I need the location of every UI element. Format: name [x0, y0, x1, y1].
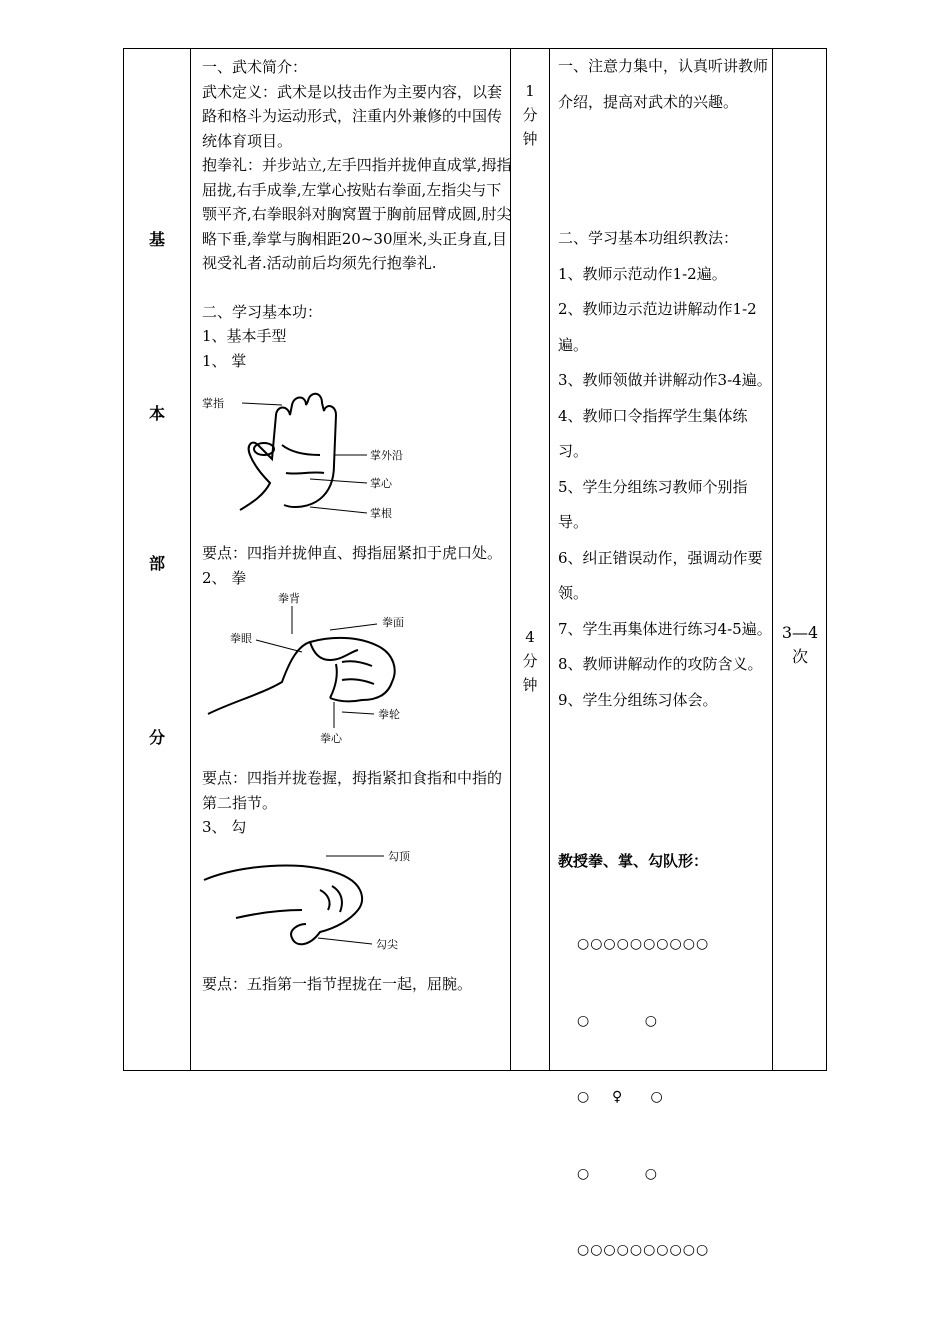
fist-title: 2、 拳 — [202, 568, 247, 587]
organization-step: 4、教师口令指挥学生集体练习。 — [558, 406, 748, 460]
palm-label: 掌指 — [202, 397, 224, 410]
time-value: 4 — [525, 628, 535, 646]
time-cell-2 — [510, 625, 550, 697]
organization-step: 3、教师领做并讲解动作3-4遍。 — [558, 371, 772, 389]
time-unit: 分 — [522, 106, 538, 124]
organization-item-1: 一、注意力集中，认真听讲教师介绍，提高对武术的兴趣。 — [558, 57, 769, 111]
hook-points: 要点：五指第一指节捏拢在一起，屈腕。 — [202, 974, 473, 993]
repetitions-cell — [772, 621, 828, 669]
time-unit: 钟 — [522, 676, 538, 694]
hook-label: 勾顶 — [388, 849, 410, 863]
column-divider — [190, 49, 191, 1070]
palm-points: 要点：四指并拢伸直、拇指屈紧扣于虎口处。 — [202, 544, 503, 562]
section-label-char: 本 — [148, 404, 165, 423]
organization-step: 7、学生再集体进行练习4-5遍。 — [558, 619, 772, 638]
formation-title: 教授拳、掌、勾队形： — [558, 852, 709, 870]
intro-heading: 一、武术简介： — [202, 58, 308, 76]
formation-diagram — [577, 881, 777, 1315]
fist-label: 拳面 — [382, 616, 404, 629]
hook-title: 3、 勾 — [202, 818, 247, 836]
hand-types-title: 1、基本手型 — [202, 327, 287, 345]
repetitions-value: 3—4 — [781, 623, 819, 642]
hook-diagram — [202, 846, 442, 956]
organization-step: 6、纠正错误动作，强调动作要领。 — [558, 548, 763, 602]
column-divider — [549, 49, 550, 1070]
fist-label: 拳背 — [278, 592, 300, 605]
section-label-char: 部 — [148, 554, 165, 573]
intro-definition: 武术定义：武术是以技击作为主要内容，以套路和格斗为运动形式，注重内外兼修的中国传统体育项目。 — [202, 82, 503, 150]
fist-label: 拳轮 — [378, 708, 400, 721]
fist-points: 要点：四指并拢卷握，拇指紧扣食指和中指的第二指节。 — [202, 769, 503, 812]
basic-heading: 二、学习基本功： — [202, 302, 323, 321]
intro-salute: 抱拳礼：并步站立,左手四指并拢伸直成掌,拇指屈拢,右手成拳,左掌心按贴右拳面,左指尖与下颚平齐,右拳眼斜对胸窝置于胸前屈臂成圆,肘尖略下垂,拳掌与胸相距20~30厘米,头正身直,目视受礼者.活动前后均须先行抱拳礼. — [202, 156, 512, 272]
organization-step: 2、教师边示范边讲解动作1-2遍。 — [558, 300, 757, 354]
palm-label: 掌心 — [370, 477, 392, 490]
formation-row: ○ ○ — [577, 1165, 658, 1182]
organization-step: 5、学生分组练习教师个别指导。 — [558, 477, 748, 531]
time-unit: 分 — [522, 652, 538, 670]
formation-row: ○ ♀ ○ — [577, 1089, 664, 1105]
hook-label: 勾尖 — [376, 937, 398, 951]
spacer — [202, 276, 512, 300]
repetitions-unit: 次 — [791, 647, 808, 666]
organization-step: 9、学生分组练习体会。 — [558, 690, 718, 709]
time-cell-1 — [510, 79, 550, 151]
fist-diagram — [202, 590, 442, 750]
organization-step: 8、教师讲解动作的攻防含义。 — [558, 655, 763, 673]
section-label-char: 基 — [148, 230, 165, 249]
formation-row: ○ ○ — [577, 1012, 658, 1029]
fist-label: 拳心 — [320, 732, 342, 745]
palm-label: 掌根 — [370, 507, 392, 520]
organization-steps — [558, 221, 772, 718]
formation-row: ○○○○○○○○○○ — [577, 936, 710, 952]
organization-step: 1、教师示范动作1-2遍。 — [558, 264, 727, 283]
lesson-table — [123, 48, 827, 1258]
palm-title: 1、 掌 — [202, 351, 247, 370]
content-column — [202, 55, 512, 996]
formation-row: ○○○○○○○○○○ — [577, 1242, 710, 1258]
time-unit: 钟 — [522, 130, 538, 148]
palm-diagram — [202, 375, 442, 525]
time-value: 1 — [525, 82, 535, 100]
section-label-char: 分 — [148, 728, 165, 747]
palm-label: 掌外沿 — [370, 449, 403, 462]
organization-item-2-heading: 二、学习基本功组织教法： — [558, 229, 739, 247]
fist-label: 拳眼 — [230, 632, 252, 645]
